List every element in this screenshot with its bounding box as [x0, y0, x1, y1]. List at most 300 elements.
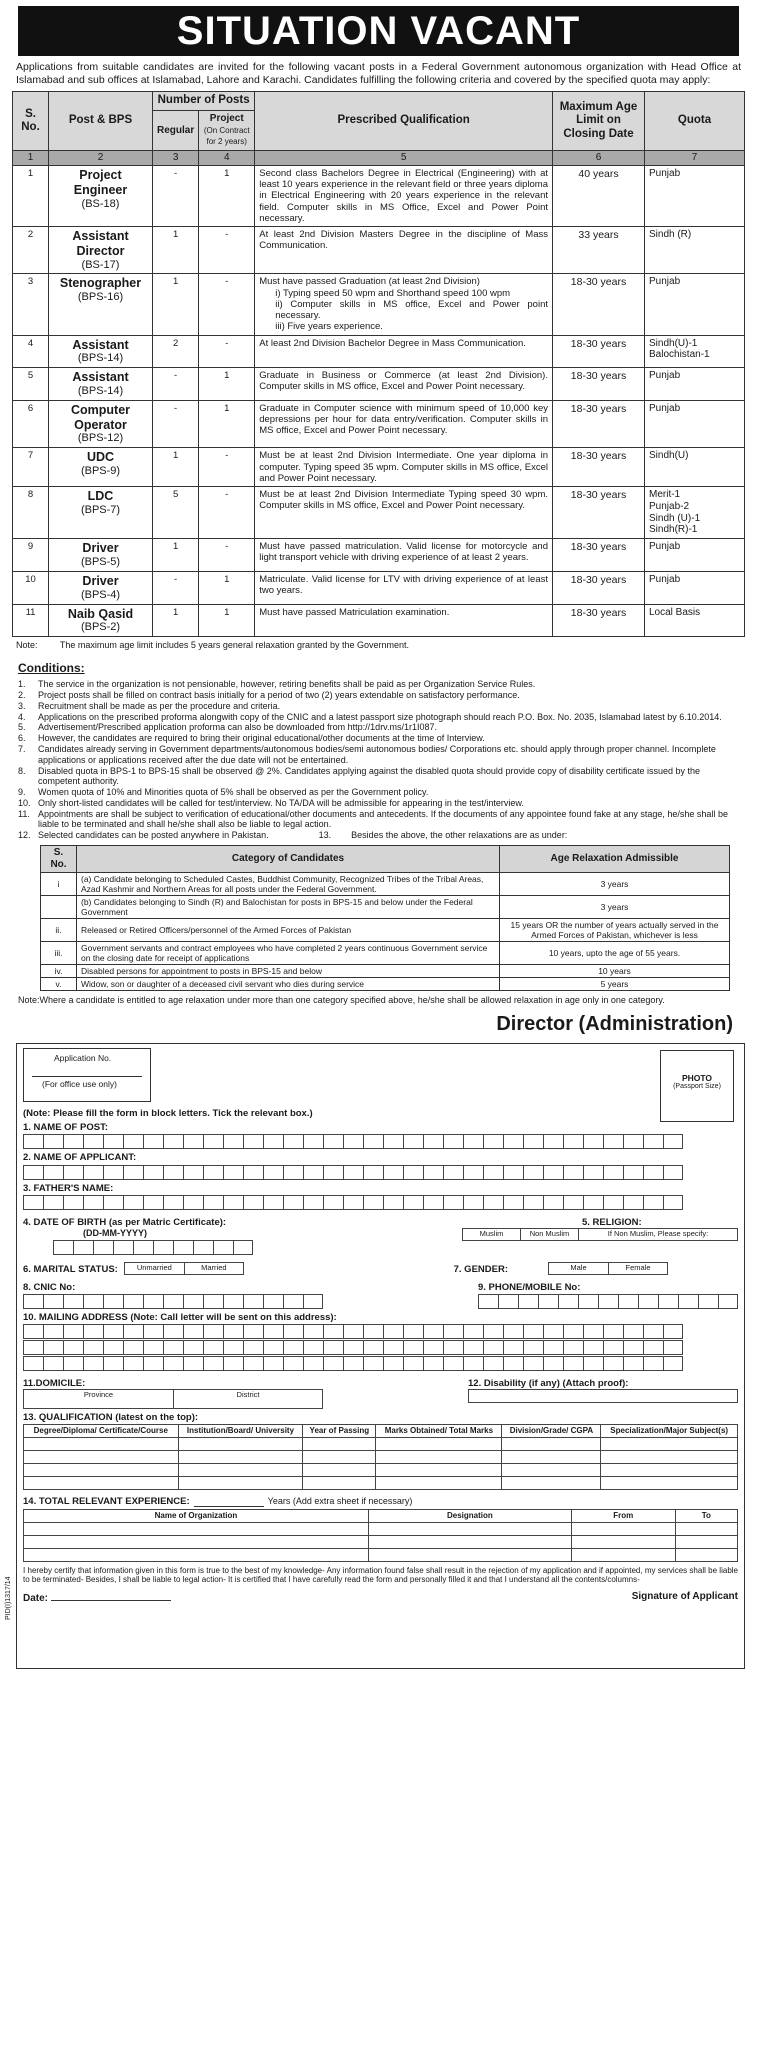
letter-box[interactable] [43, 1195, 63, 1210]
letter-box[interactable] [143, 1294, 163, 1309]
letter-box[interactable] [243, 1165, 263, 1180]
letter-box[interactable] [603, 1340, 623, 1355]
letter-box[interactable] [233, 1240, 253, 1255]
experience-cell[interactable] [24, 1535, 369, 1548]
experience-cell[interactable] [368, 1535, 571, 1548]
qualification-cell[interactable] [303, 1476, 376, 1489]
letter-box[interactable] [518, 1294, 538, 1309]
letter-box[interactable] [343, 1195, 363, 1210]
qualification-cell[interactable] [24, 1463, 179, 1476]
mailing-address-line-3[interactable] [23, 1356, 738, 1371]
letter-box[interactable] [523, 1340, 543, 1355]
letter-box[interactable] [483, 1165, 503, 1180]
letter-box[interactable] [283, 1294, 303, 1309]
letter-box[interactable] [663, 1356, 683, 1371]
letter-box[interactable] [538, 1294, 558, 1309]
letter-box[interactable] [663, 1134, 683, 1149]
qualification-cell[interactable] [376, 1450, 502, 1463]
letter-box[interactable] [203, 1195, 223, 1210]
qualification-cell[interactable] [303, 1450, 376, 1463]
letter-box[interactable] [423, 1134, 443, 1149]
letter-box[interactable] [183, 1324, 203, 1339]
letter-box[interactable] [523, 1195, 543, 1210]
letter-box[interactable] [478, 1294, 498, 1309]
letter-box[interactable] [503, 1340, 523, 1355]
letter-box[interactable] [523, 1165, 543, 1180]
letter-box[interactable] [623, 1195, 643, 1210]
gender-opt-male[interactable]: Male [548, 1262, 608, 1275]
qualification-cell[interactable] [502, 1463, 601, 1476]
letter-box[interactable] [303, 1294, 323, 1309]
religion-opt-muslim[interactable]: Muslim [462, 1228, 520, 1241]
letter-box[interactable] [283, 1324, 303, 1339]
letter-box[interactable] [23, 1195, 43, 1210]
experience-years-field[interactable] [194, 1496, 264, 1507]
letter-box[interactable] [463, 1356, 483, 1371]
letter-box[interactable] [63, 1324, 83, 1339]
letter-box[interactable] [283, 1356, 303, 1371]
condition-text: Appointments are shall be subject to verification of educational/other documents and antecedents. If the documents of any appointee found fake at any stage, he/she shall be liable to be terminated and shall he/she shall also be liable to legal action. [38, 808, 731, 830]
letter-box[interactable] [583, 1340, 603, 1355]
letter-box[interactable] [163, 1356, 183, 1371]
letter-box[interactable] [543, 1324, 563, 1339]
letter-box[interactable] [623, 1340, 643, 1355]
mailing-address-line-2[interactable] [23, 1340, 738, 1355]
letter-box[interactable] [123, 1294, 143, 1309]
letter-box[interactable] [623, 1356, 643, 1371]
qualification-cell[interactable] [502, 1476, 601, 1489]
letter-box[interactable] [423, 1324, 443, 1339]
photo-box[interactable] [660, 1050, 734, 1122]
letter-box[interactable] [23, 1294, 43, 1309]
letter-box[interactable] [103, 1165, 123, 1180]
mailing-address-line-1[interactable] [23, 1324, 738, 1339]
letter-box[interactable] [523, 1134, 543, 1149]
letter-box[interactable] [403, 1356, 423, 1371]
letter-box[interactable] [183, 1195, 203, 1210]
letter-box[interactable] [583, 1356, 603, 1371]
letter-box[interactable] [43, 1340, 63, 1355]
letter-box[interactable] [343, 1340, 363, 1355]
letter-box[interactable] [323, 1340, 343, 1355]
qualification-cell[interactable] [178, 1476, 303, 1489]
letter-box[interactable] [663, 1195, 683, 1210]
letter-box[interactable] [303, 1195, 323, 1210]
letter-box[interactable] [483, 1134, 503, 1149]
cnic-field[interactable] [23, 1294, 323, 1309]
letter-box[interactable] [498, 1294, 518, 1309]
letter-box[interactable] [23, 1324, 43, 1339]
letter-box[interactable] [543, 1165, 563, 1180]
father-name-field[interactable] [23, 1195, 738, 1210]
letter-box[interactable] [103, 1134, 123, 1149]
letter-box[interactable] [263, 1134, 283, 1149]
letter-box[interactable] [363, 1340, 383, 1355]
letter-box[interactable] [523, 1324, 543, 1339]
letter-box[interactable] [163, 1195, 183, 1210]
letter-box[interactable] [263, 1165, 283, 1180]
letter-box[interactable] [283, 1195, 303, 1210]
letter-box[interactable] [343, 1356, 363, 1371]
letter-box[interactable] [93, 1240, 113, 1255]
experience-cell[interactable] [675, 1535, 737, 1548]
letter-box[interactable] [383, 1324, 403, 1339]
letter-box[interactable] [363, 1134, 383, 1149]
letter-box[interactable] [463, 1134, 483, 1149]
letter-box[interactable] [363, 1165, 383, 1180]
letter-box[interactable] [423, 1195, 443, 1210]
letter-box[interactable] [663, 1165, 683, 1180]
qualification-cell[interactable] [376, 1476, 502, 1489]
letter-box[interactable] [483, 1356, 503, 1371]
letter-box[interactable] [623, 1134, 643, 1149]
letter-box[interactable] [263, 1294, 283, 1309]
letter-box[interactable] [663, 1324, 683, 1339]
letter-box[interactable] [563, 1195, 583, 1210]
letter-box[interactable] [213, 1240, 233, 1255]
letter-box[interactable] [603, 1165, 623, 1180]
letter-box[interactable] [563, 1134, 583, 1149]
letter-box[interactable] [183, 1340, 203, 1355]
letter-box[interactable] [463, 1165, 483, 1180]
letter-box[interactable] [243, 1356, 263, 1371]
letter-box[interactable] [463, 1324, 483, 1339]
domicile-fields[interactable] [23, 1389, 323, 1409]
letter-box[interactable] [583, 1324, 603, 1339]
letter-box[interactable] [123, 1340, 143, 1355]
religion-opt-specify[interactable]: If Non Muslim, Please specify: [578, 1228, 738, 1241]
letter-box[interactable] [663, 1340, 683, 1355]
letter-box[interactable] [103, 1195, 123, 1210]
letter-box[interactable] [223, 1356, 243, 1371]
date-field[interactable] [51, 1591, 171, 1601]
letter-box[interactable] [143, 1134, 163, 1149]
letter-box[interactable] [183, 1165, 203, 1180]
letter-box[interactable] [658, 1294, 678, 1309]
letter-box[interactable] [643, 1356, 663, 1371]
letter-box[interactable] [83, 1195, 103, 1210]
letter-box[interactable] [423, 1165, 443, 1180]
letter-box[interactable] [303, 1356, 323, 1371]
letter-box[interactable] [163, 1324, 183, 1339]
letter-box[interactable] [303, 1134, 323, 1149]
letter-box[interactable] [183, 1294, 203, 1309]
experience-cell[interactable] [571, 1548, 675, 1561]
letter-box[interactable] [718, 1294, 738, 1309]
phone-field[interactable] [478, 1294, 738, 1309]
gender-opt-female[interactable]: Female [608, 1262, 668, 1275]
letter-box[interactable] [578, 1294, 598, 1309]
letter-box[interactable] [443, 1165, 463, 1180]
letter-box[interactable] [383, 1195, 403, 1210]
letter-box[interactable] [143, 1165, 163, 1180]
letter-box[interactable] [623, 1165, 643, 1180]
letter-box[interactable] [383, 1134, 403, 1149]
letter-box[interactable] [583, 1165, 603, 1180]
letter-box[interactable] [698, 1294, 718, 1309]
name-of-post-field[interactable] [23, 1134, 738, 1149]
letter-box[interactable] [403, 1324, 423, 1339]
qualification-cell[interactable] [502, 1437, 601, 1450]
letter-box[interactable] [43, 1294, 63, 1309]
qualification-cell[interactable] [303, 1463, 376, 1476]
letter-box[interactable] [303, 1324, 323, 1339]
experience-cell[interactable] [675, 1548, 737, 1561]
letter-box[interactable] [423, 1340, 443, 1355]
qualification-cell[interactable] [178, 1463, 303, 1476]
letter-box[interactable] [283, 1340, 303, 1355]
letter-box[interactable] [63, 1356, 83, 1371]
letter-box[interactable] [403, 1340, 423, 1355]
letter-box[interactable] [23, 1340, 43, 1355]
letter-box[interactable] [363, 1356, 383, 1371]
letter-box[interactable] [323, 1165, 343, 1180]
letter-box[interactable] [343, 1134, 363, 1149]
letter-box[interactable] [23, 1134, 43, 1149]
letter-box[interactable] [563, 1324, 583, 1339]
letter-box[interactable] [383, 1165, 403, 1180]
letter-box[interactable] [503, 1324, 523, 1339]
letter-box[interactable] [243, 1340, 263, 1355]
letter-box[interactable] [638, 1294, 658, 1309]
letter-box[interactable] [543, 1356, 563, 1371]
letter-box[interactable] [443, 1195, 463, 1210]
experience-cell[interactable] [24, 1522, 369, 1535]
letter-box[interactable] [583, 1195, 603, 1210]
letter-box[interactable] [343, 1324, 363, 1339]
qualification-cell[interactable] [601, 1463, 738, 1476]
letter-box[interactable] [503, 1356, 523, 1371]
letter-box[interactable] [443, 1134, 463, 1149]
letter-box[interactable] [483, 1324, 503, 1339]
letter-box[interactable] [603, 1324, 623, 1339]
letter-box[interactable] [43, 1356, 63, 1371]
letter-box[interactable] [203, 1356, 223, 1371]
applicant-name-field[interactable] [23, 1165, 738, 1180]
letter-box[interactable] [343, 1165, 363, 1180]
letter-box[interactable] [203, 1165, 223, 1180]
letter-box[interactable] [163, 1294, 183, 1309]
letter-box[interactable] [263, 1195, 283, 1210]
letter-box[interactable] [583, 1134, 603, 1149]
qualification-cell[interactable] [601, 1437, 738, 1450]
letter-box[interactable] [203, 1340, 223, 1355]
letter-box[interactable] [383, 1340, 403, 1355]
letter-box[interactable] [483, 1340, 503, 1355]
qualification-cell[interactable] [24, 1476, 179, 1489]
letter-box[interactable] [443, 1324, 463, 1339]
religion-opt-non-muslim[interactable]: Non Muslim [520, 1228, 578, 1241]
letter-box[interactable] [63, 1134, 83, 1149]
letter-box[interactable] [503, 1195, 523, 1210]
letter-box[interactable] [598, 1294, 618, 1309]
letter-box[interactable] [643, 1134, 663, 1149]
letter-box[interactable] [83, 1340, 103, 1355]
letter-box[interactable] [443, 1356, 463, 1371]
letter-box[interactable] [323, 1134, 343, 1149]
domicile-province[interactable]: Province [23, 1389, 173, 1409]
letter-box[interactable] [143, 1340, 163, 1355]
letter-box[interactable] [443, 1340, 463, 1355]
letter-box[interactable] [263, 1340, 283, 1355]
qualification-cell[interactable] [376, 1463, 502, 1476]
letter-box[interactable] [243, 1134, 263, 1149]
qualification-cell[interactable] [601, 1476, 738, 1489]
letter-box[interactable] [483, 1195, 503, 1210]
letter-box[interactable] [243, 1195, 263, 1210]
letter-box[interactable] [123, 1324, 143, 1339]
letter-box[interactable] [618, 1294, 638, 1309]
letter-box[interactable] [143, 1195, 163, 1210]
letter-box[interactable] [23, 1165, 43, 1180]
letter-box[interactable] [63, 1340, 83, 1355]
letter-box[interactable] [113, 1240, 133, 1255]
dob-field[interactable] [53, 1240, 253, 1255]
gender-options[interactable] [548, 1262, 668, 1275]
letter-box[interactable] [543, 1195, 563, 1210]
qualification-cell[interactable] [376, 1437, 502, 1450]
letter-box[interactable] [173, 1240, 193, 1255]
qualification-cell[interactable] [178, 1450, 303, 1463]
letter-box[interactable] [53, 1240, 73, 1255]
letter-box[interactable] [223, 1134, 243, 1149]
letter-box[interactable] [603, 1195, 623, 1210]
letter-box[interactable] [263, 1324, 283, 1339]
letter-box[interactable] [23, 1356, 43, 1371]
letter-box[interactable] [143, 1324, 163, 1339]
letter-box[interactable] [223, 1294, 243, 1309]
experience-cell[interactable] [368, 1522, 571, 1535]
disability-field[interactable] [468, 1389, 738, 1403]
letter-box[interactable] [183, 1134, 203, 1149]
letter-box[interactable] [283, 1165, 303, 1180]
letter-box[interactable] [543, 1340, 563, 1355]
marital-opt-unmarried[interactable]: Unmarried [124, 1262, 184, 1275]
letter-box[interactable] [223, 1324, 243, 1339]
letter-box[interactable] [243, 1324, 263, 1339]
letter-box[interactable] [43, 1324, 63, 1339]
letter-box[interactable] [363, 1324, 383, 1339]
letter-box[interactable] [203, 1294, 223, 1309]
experience-cell[interactable] [571, 1522, 675, 1535]
letter-box[interactable] [563, 1340, 583, 1355]
letter-box[interactable] [303, 1340, 323, 1355]
letter-box[interactable] [63, 1165, 83, 1180]
qualification-cell[interactable] [303, 1437, 376, 1450]
letter-box[interactable] [558, 1294, 578, 1309]
letter-box[interactable] [463, 1195, 483, 1210]
letter-box[interactable] [83, 1294, 103, 1309]
letter-box[interactable] [103, 1340, 123, 1355]
letter-box[interactable] [503, 1134, 523, 1149]
letter-box[interactable] [323, 1324, 343, 1339]
letter-box[interactable] [183, 1356, 203, 1371]
marital-options[interactable] [124, 1262, 244, 1275]
letter-box[interactable] [123, 1356, 143, 1371]
letter-box[interactable] [223, 1195, 243, 1210]
qualification-cell[interactable] [24, 1450, 179, 1463]
letter-box[interactable] [133, 1240, 153, 1255]
letter-box[interactable] [43, 1165, 63, 1180]
experience-cell[interactable] [368, 1548, 571, 1561]
letter-box[interactable] [203, 1324, 223, 1339]
letter-box[interactable] [223, 1165, 243, 1180]
letter-box[interactable] [563, 1165, 583, 1180]
letter-box[interactable] [603, 1356, 623, 1371]
letter-box[interactable] [163, 1165, 183, 1180]
letter-box[interactable] [73, 1240, 93, 1255]
domicile-district[interactable]: District [173, 1389, 323, 1409]
letter-box[interactable] [163, 1134, 183, 1149]
letter-box[interactable] [643, 1165, 663, 1180]
letter-box[interactable] [123, 1134, 143, 1149]
letter-box[interactable] [678, 1294, 698, 1309]
letter-box[interactable] [153, 1240, 173, 1255]
app-no-line[interactable] [32, 1063, 142, 1077]
letter-box[interactable] [623, 1324, 643, 1339]
qualification-cell[interactable] [502, 1450, 601, 1463]
letter-box[interactable] [123, 1165, 143, 1180]
letter-box[interactable] [103, 1324, 123, 1339]
letter-box[interactable] [403, 1195, 423, 1210]
letter-box[interactable] [403, 1165, 423, 1180]
letter-box[interactable] [323, 1195, 343, 1210]
qualification-cell[interactable] [24, 1437, 179, 1450]
letter-box[interactable] [283, 1134, 303, 1149]
letter-box[interactable] [163, 1340, 183, 1355]
letter-box[interactable] [83, 1324, 103, 1339]
letter-box[interactable] [303, 1165, 323, 1180]
letter-box[interactable] [323, 1356, 343, 1371]
letter-box[interactable] [643, 1195, 663, 1210]
letter-box[interactable] [63, 1294, 83, 1309]
letter-box[interactable] [423, 1356, 443, 1371]
letter-box[interactable] [223, 1340, 243, 1355]
letter-box[interactable] [103, 1294, 123, 1309]
experience-cell[interactable] [24, 1548, 369, 1561]
letter-box[interactable] [43, 1134, 63, 1149]
letter-box[interactable] [403, 1134, 423, 1149]
letter-box[interactable] [83, 1165, 103, 1180]
letter-box[interactable] [103, 1356, 123, 1371]
letter-box[interactable] [203, 1134, 223, 1149]
letter-box[interactable] [83, 1134, 103, 1149]
qualification-cell[interactable] [178, 1437, 303, 1450]
letter-box[interactable] [503, 1165, 523, 1180]
letter-box[interactable] [563, 1356, 583, 1371]
letter-box[interactable] [83, 1356, 103, 1371]
letter-box[interactable] [243, 1294, 263, 1309]
experience-cell[interactable] [675, 1522, 737, 1535]
letter-box[interactable] [643, 1340, 663, 1355]
letter-box[interactable] [603, 1134, 623, 1149]
letter-box[interactable] [123, 1195, 143, 1210]
letter-box[interactable] [63, 1195, 83, 1210]
marital-opt-married[interactable]: Married [184, 1262, 244, 1275]
letter-box[interactable] [383, 1356, 403, 1371]
letter-box[interactable] [263, 1356, 283, 1371]
religion-options[interactable] [462, 1228, 738, 1241]
letter-box[interactable] [193, 1240, 213, 1255]
letter-box[interactable] [463, 1340, 483, 1355]
letter-box[interactable] [523, 1356, 543, 1371]
letter-box[interactable] [363, 1195, 383, 1210]
qualification-cell[interactable] [601, 1450, 738, 1463]
letter-box[interactable] [143, 1356, 163, 1371]
letter-box[interactable] [643, 1324, 663, 1339]
experience-cell[interactable] [571, 1535, 675, 1548]
letter-box[interactable] [543, 1134, 563, 1149]
